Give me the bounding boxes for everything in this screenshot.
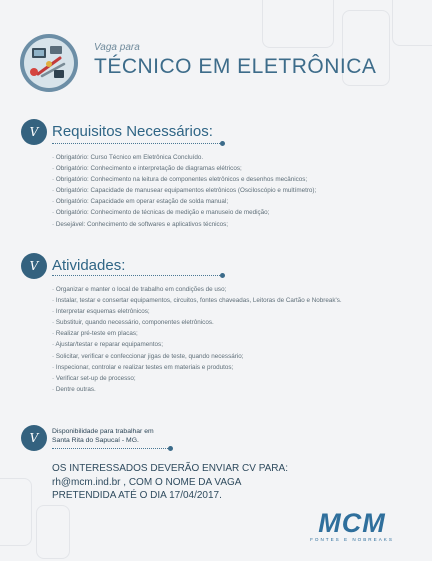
list-item: · Obrigatório: Curso Técnico em Eletrônica Concluído. <box>52 152 316 163</box>
list-item: · Obrigatório: Capacidade de manusear equipamentos eletrônicos (Osciloscópio e multímetro); <box>52 185 316 196</box>
cta-line: OS INTERESSADOS DEVERÃO ENVIAR CV PARA: <box>52 463 288 474</box>
background-tablet-outline <box>0 478 32 546</box>
list-item: · Obrigatório: Conhecimento e interpretação de diagramas elétricos; <box>52 163 316 174</box>
list-item: · Instalar, testar e consertar equipamentos, circuitos, fontes chaveadas, Leitoras de Cartão e Nobreak's. <box>52 295 342 306</box>
checkmark-v-icon: V <box>21 119 47 145</box>
header-tools-illustration <box>20 34 78 92</box>
page-title: TÉCNICO EM ELETRÔNICA <box>94 55 377 78</box>
section-title-atividades: Atividades: <box>52 257 126 274</box>
cta-line: rh@mcm.ind.br , COM O NOME DA VAGA <box>52 476 242 488</box>
list-item: · Interpretar esquemas eletrônicos; <box>52 306 342 317</box>
list-item: · Obrigatório: Capacidade em operar estação de solda manual; <box>52 196 316 207</box>
list-item: · Realizar pré-teste em placas; <box>52 328 342 339</box>
background-monitor-outline <box>392 0 432 46</box>
atividades-list <box>52 284 342 395</box>
list-item: · Obrigatório: Conhecimento na leitura de componentes eletrônicos e desenhos mecânicos; <box>52 174 316 185</box>
application-instructions <box>52 462 288 503</box>
section-divider <box>52 275 222 276</box>
list-item: · Ajustar/testar e reparar equipamentos; <box>52 339 342 350</box>
list-item: · Organizar e manter o local de trabalho em condições de uso; <box>52 284 342 295</box>
section-title-requisitos: Requisitos Necessários: <box>52 123 213 140</box>
cta-line: PRETENDIDA ATÉ O DIA 17/04/2017. <box>52 490 222 501</box>
background-phone-outline <box>36 505 70 559</box>
section-divider <box>52 143 222 144</box>
requisitos-list <box>52 152 316 230</box>
logo-tagline: FONTES E NOBREAKS <box>310 537 394 542</box>
list-item: · Solicitar, verificar e confeccionar jigas de teste, quando necessário; <box>52 351 342 362</box>
availability-line: Santa Rita do Sapucaí - MG. <box>52 437 139 444</box>
list-item: · Verificar set-up de processo; <box>52 373 342 384</box>
background-tablet-outline <box>262 0 334 48</box>
availability-line: Disponibilidade para trabalhar em <box>52 428 154 435</box>
availability-note <box>52 427 154 445</box>
list-item: · Desejável: Conhecimento de softwares e aplicativos técnicos; <box>52 219 316 230</box>
list-item: · Inspecionar, controlar e realizar testes em materiais e produtos; <box>52 362 342 373</box>
pre-title: Vaga para <box>94 42 140 53</box>
section-divider <box>52 448 170 449</box>
logo-brand: MCM <box>318 508 386 538</box>
checkmark-v-icon: V <box>21 425 47 451</box>
checkmark-v-icon: V <box>21 253 47 279</box>
list-item: · Dentre outras. <box>52 384 342 395</box>
list-item: · Substituir, quando necessário, componentes eletrônicos. <box>52 317 342 328</box>
list-item: · Obrigatório: Conhecimento de técnicas de medição e manuseio de medição; <box>52 207 316 218</box>
mcm-logo <box>296 508 408 544</box>
